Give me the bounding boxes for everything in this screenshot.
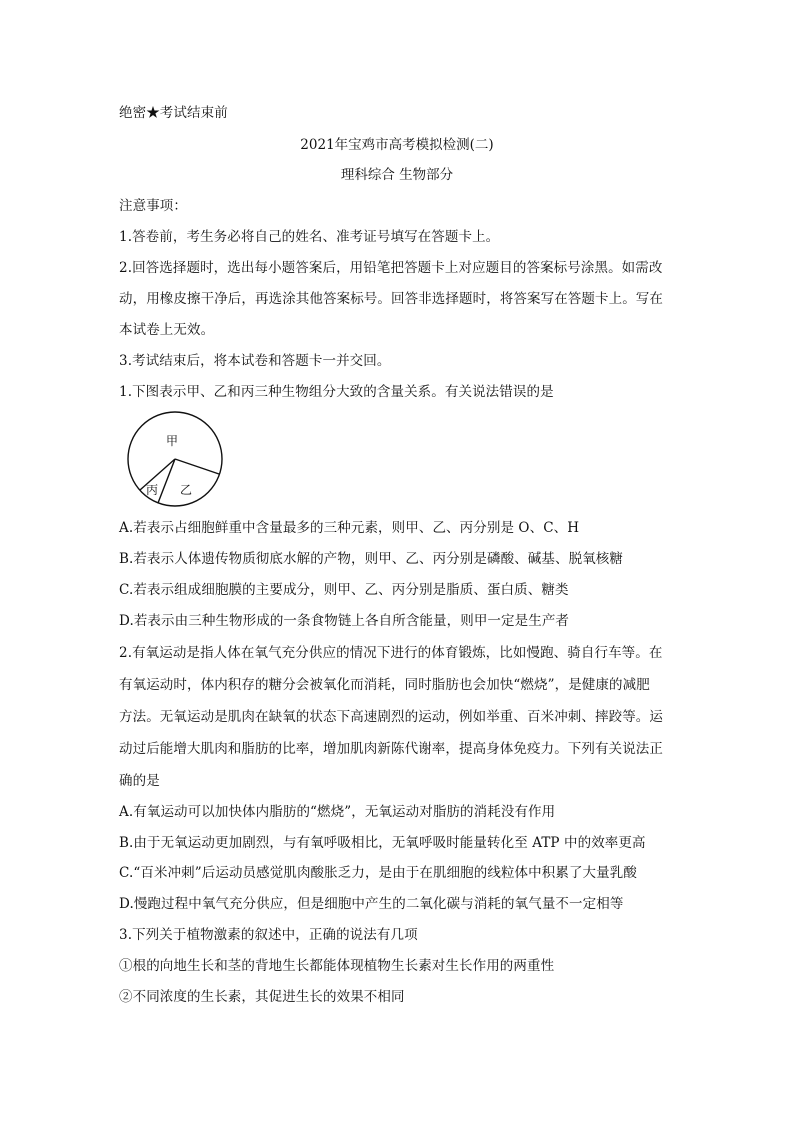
note-item: 1.答卷前，考生务必将自己的姓名、准考证号填写在答题卡上。 [119, 229, 500, 245]
q1-option-a: A.若表示占细胞鲜重中含量最多的三种元素，则甲、乙、丙分别是 O、C、H [119, 520, 580, 536]
label-bing: 丙 [146, 483, 159, 497]
notes-heading: 注意事项： [119, 198, 187, 214]
q2-stem-line: 方法。无氧运动是肌肉在缺氧的状态下高速剧烈的运动，例如举重、百米冲刺、摔跤等。运 [119, 709, 663, 725]
q3-stem: 3.下列关于植物激素的叙述中，正确的说法有几项 [119, 927, 418, 943]
label-yi: 乙 [180, 483, 193, 497]
q2-option-b: B.由于无氧运动更加剧烈，与有氧呼吸相比，无氧呼吸时能量转化至 ATP 中的效率更高 [119, 835, 646, 851]
exam-subtitle: 理科综合 生物部分 [340, 167, 454, 183]
note-item: 3.考试结束后，将本试卷和答题卡一并交回。 [119, 353, 391, 369]
q2-option-a: A.有氧运动可以加快体内脂肪的“燃烧”，无氧运动对脂肪的消耗没有作用 [119, 804, 556, 820]
q2-option-c: C.“百米冲刺”后运动员感觉肌肉酸胀乏力，是由于在肌细胞的线粒体中积累了大量乳酸 [119, 865, 637, 881]
note-item: 本试卷上无效。 [119, 322, 215, 338]
exam-title: 2021年宝鸡市高考模拟检测(二) [300, 137, 494, 153]
note-item: 动，用橡皮擦干净后，再选涂其他答案标号。回答非选择题时，将答案写在答题卡上。写在 [119, 291, 663, 307]
q2-stem-line: 动过后能增大肌肉和脂肪的比率，增加肌肉新陈代谢率，提高身体免疫力。下列有关说法正 [119, 741, 663, 757]
q1-option-b: B.若表示人体遗传物质彻底水解的产物，则甲、乙、丙分别是磷酸、碱基、脱氧核糖 [119, 551, 624, 567]
q1-option-d: D.若表示由三种生物形成的一条食物链上各自所含能量，则甲一定是生产者 [119, 613, 570, 629]
q3-statement: ①根的向地生长和茎的背地生长都能体现植物生长素对生长作用的两重性 [119, 958, 555, 974]
q3-statement: ②不同浓度的生长素，其促进生长的效果不相同 [119, 989, 405, 1005]
q1-option-c: C.若表示组成细胞膜的主要成分，则甲、乙、丙分别是脂质、蛋白质、糖类 [119, 582, 569, 598]
note-item: 2.回答选择题时，选出每小题答案后，用铅笔把答题卡上对应题目的答案标号涂黑。如需改 [119, 260, 663, 276]
q2-stem-line: 确的是 [119, 773, 160, 789]
q1-stem: 1.下图表示甲、乙和丙三种生物组分大致的含量关系。有关说法错误的是 [119, 384, 554, 400]
secret-label: 绝密★考试结束前 [119, 105, 228, 121]
q2-stem-line: 有氧运动时，体内积存的糖分会被氧化而消耗，同时脂肪也会加快“燃烧”，是健康的减肥 [119, 677, 650, 693]
pie-diagram [122, 410, 232, 510]
q2-stem-line: 2.有氧运动是指人体在氧气充分供应的情况下进行的体育锻炼，比如慢跑、骑自行车等。在 [119, 645, 663, 661]
pie-divider-jia-yi [175, 459, 219, 474]
label-jia: 甲 [166, 434, 179, 448]
q2-option-d: D.慢跑过程中氧气充分供应，但是细胞中产生的二氧化碳与消耗的氧气量不一定相等 [119, 896, 624, 912]
